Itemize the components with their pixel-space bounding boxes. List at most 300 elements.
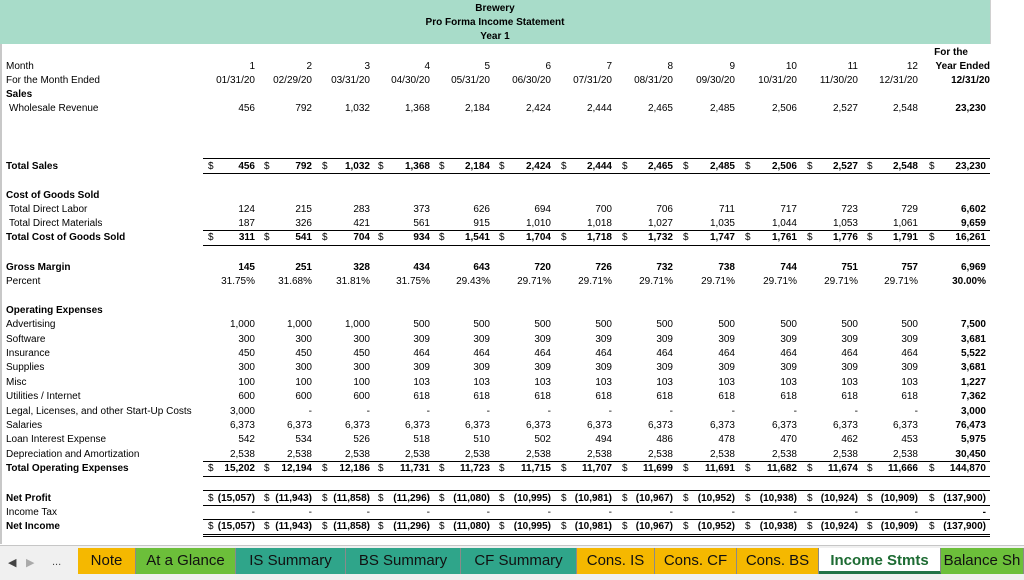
value-cell[interactable]: 2,538 <box>464 449 490 460</box>
value-cell[interactable]: 309 <box>841 334 858 345</box>
value-cell[interactable]: 11,731 <box>399 463 430 474</box>
value-cell[interactable]: 31.68% <box>278 276 312 287</box>
value-cell[interactable]: 215 <box>295 204 312 215</box>
value-cell[interactable]: 29.71% <box>824 276 858 287</box>
value-cell[interactable]: 500 <box>718 319 735 330</box>
value-cell[interactable]: 309 <box>413 362 430 373</box>
value-cell[interactable]: 723 <box>841 204 858 215</box>
value-cell[interactable]: 309 <box>534 362 551 373</box>
value-cell[interactable]: (10,924) <box>820 521 858 532</box>
value-cell[interactable]: - <box>608 507 612 518</box>
sheet-tab[interactable]: Income Stmts <box>819 548 941 574</box>
value-cell[interactable]: 1,761 <box>771 232 797 243</box>
value-cell[interactable]: 1,053 <box>832 218 858 229</box>
value-cell[interactable]: 792 <box>295 161 312 172</box>
value-cell[interactable]: (10,924) <box>820 493 858 504</box>
value-cell[interactable]: 309 <box>473 362 490 373</box>
value-cell[interactable]: 300 <box>238 362 255 373</box>
value-cell[interactable]: 6,373 <box>586 420 612 431</box>
currency-symbol: $ <box>929 161 935 172</box>
value-cell[interactable]: 300 <box>353 334 370 345</box>
value-cell[interactable]: 600 <box>238 391 255 402</box>
value-cell[interactable]: 6,373 <box>344 420 370 431</box>
value-cell[interactable]: (11,943) <box>275 493 312 504</box>
value-cell[interactable]: 6,373 <box>892 420 918 431</box>
value-cell[interactable]: 12,194 <box>281 463 312 474</box>
value-cell[interactable]: 300 <box>353 362 370 373</box>
value-cell[interactable]: 934 <box>413 232 430 243</box>
value-cell[interactable]: (10,981) <box>574 521 612 532</box>
value-cell[interactable]: 915 <box>473 218 490 229</box>
value-cell[interactable]: 2,485 <box>709 161 735 172</box>
value-cell[interactable]: 1,000 <box>286 319 312 330</box>
year-total-cell[interactable]: 6,969 <box>960 262 986 273</box>
value-cell[interactable]: - <box>914 507 918 518</box>
value-cell[interactable]: 2,538 <box>229 449 255 460</box>
value-cell[interactable]: 453 <box>901 434 918 445</box>
value-cell[interactable]: - <box>793 406 797 417</box>
sheet-tab[interactable]: Cons. BS <box>737 548 819 574</box>
value-cell[interactable]: - <box>366 507 370 518</box>
value-cell[interactable]: 618 <box>534 391 551 402</box>
value-cell[interactable]: 103 <box>595 377 612 388</box>
year-total-cell[interactable]: 30,450 <box>955 449 986 460</box>
value-cell[interactable]: 618 <box>841 391 858 402</box>
value-cell[interactable]: 1,032 <box>344 161 370 172</box>
currency-symbol: $ <box>322 232 328 243</box>
value-cell[interactable]: 309 <box>413 334 430 345</box>
year-total-cell[interactable]: 6,602 <box>960 204 986 215</box>
year-total-cell[interactable]: 16,261 <box>955 232 986 243</box>
value-cell[interactable]: 1,018 <box>586 218 612 229</box>
value-cell[interactable]: 6,373 <box>709 420 735 431</box>
row-label: Operating Expenses <box>6 305 103 316</box>
value-cell[interactable]: 464 <box>534 348 551 359</box>
value-cell[interactable]: 100 <box>353 377 370 388</box>
value-cell[interactable]: (10,995) <box>513 521 551 532</box>
year-total-cell[interactable]: 3,681 <box>960 362 986 373</box>
value-cell[interactable]: 1,035 <box>709 218 735 229</box>
year-total-cell[interactable]: 23,230 <box>955 103 986 114</box>
value-cell[interactable]: 124 <box>238 204 255 215</box>
value-cell[interactable]: 434 <box>413 262 430 273</box>
value-cell[interactable]: 792 <box>295 103 312 114</box>
value-cell[interactable]: - <box>426 406 430 417</box>
value-cell[interactable]: 2,506 <box>771 103 797 114</box>
value-cell[interactable]: 643 <box>473 262 490 273</box>
value-cell[interactable]: 1,000 <box>229 319 255 330</box>
value-cell[interactable]: 500 <box>413 319 430 330</box>
value-cell[interactable]: 251 <box>295 262 312 273</box>
value-cell[interactable]: 462 <box>841 434 858 445</box>
year-total-cell[interactable]: 3,681 <box>960 334 986 345</box>
value-cell[interactable]: 6,373 <box>464 420 490 431</box>
value-cell[interactable]: 1,541 <box>464 232 490 243</box>
value-cell[interactable]: 103 <box>534 377 551 388</box>
value-cell[interactable]: 2,485 <box>709 103 735 114</box>
value-cell[interactable]: 534 <box>295 434 312 445</box>
value-cell[interactable]: 726 <box>595 262 612 273</box>
value-cell[interactable]: 103 <box>413 377 430 388</box>
value-cell[interactable]: 706 <box>656 204 673 215</box>
value-cell[interactable]: (10,909) <box>880 521 918 532</box>
value-cell[interactable]: 1,704 <box>525 232 551 243</box>
value-cell[interactable]: 2,184 <box>464 161 490 172</box>
currency-symbol: $ <box>561 161 567 172</box>
value-cell[interactable]: 103 <box>841 377 858 388</box>
value-cell[interactable]: 1,368 <box>404 161 430 172</box>
value-cell[interactable]: 300 <box>238 334 255 345</box>
value-cell[interactable]: 541 <box>295 232 312 243</box>
value-cell[interactable]: 502 <box>534 434 551 445</box>
value-cell[interactable]: 1,032 <box>344 103 370 114</box>
value-cell[interactable]: 600 <box>353 391 370 402</box>
currency-symbol: $ <box>499 232 505 243</box>
value-cell[interactable]: 738 <box>718 262 735 273</box>
value-cell[interactable]: 29.71% <box>884 276 918 287</box>
value-cell[interactable]: 31.75% <box>221 276 255 287</box>
year-total-cell[interactable]: 30.00% <box>952 276 986 287</box>
sheet-tab[interactable]: At a Glance <box>136 548 236 574</box>
value-cell[interactable]: (11,296) <box>393 521 430 532</box>
value-cell[interactable]: (11,943) <box>275 521 312 532</box>
value-cell[interactable]: (10,938) <box>759 493 797 504</box>
value-cell[interactable]: 6,373 <box>832 420 858 431</box>
value-cell[interactable]: 1,718 <box>586 232 612 243</box>
value-cell[interactable]: 3,000 <box>229 406 255 417</box>
value-cell[interactable]: 542 <box>238 434 255 445</box>
value-cell[interactable]: 464 <box>595 348 612 359</box>
value-cell[interactable]: 300 <box>295 334 312 345</box>
value-cell[interactable]: 11,682 <box>766 463 797 474</box>
value-cell[interactable]: 618 <box>413 391 430 402</box>
value-cell[interactable]: 6,373 <box>229 420 255 431</box>
value-cell[interactable]: - <box>608 406 612 417</box>
currency-symbol: $ <box>439 161 445 172</box>
value-cell[interactable]: 300 <box>295 362 312 373</box>
value-cell[interactable]: - <box>547 507 551 518</box>
sheet-tab[interactable]: Balance Sh <box>941 548 1024 574</box>
value-cell[interactable]: 500 <box>595 319 612 330</box>
value-cell[interactable]: - <box>854 406 858 417</box>
sheet-tab[interactable]: BS Summary <box>346 548 461 574</box>
value-cell[interactable]: 1,747 <box>709 232 735 243</box>
value-cell[interactable]: 1,010 <box>525 218 551 229</box>
value-cell[interactable]: 11,674 <box>827 463 858 474</box>
value-cell[interactable]: 2,538 <box>709 449 735 460</box>
sheet-tab[interactable]: Cons. IS <box>577 548 655 574</box>
value-cell[interactable]: (15,057) <box>217 493 255 504</box>
value-cell[interactable]: 500 <box>841 319 858 330</box>
value-cell[interactable]: - <box>914 406 918 417</box>
value-cell[interactable]: (10,967) <box>635 493 673 504</box>
value-cell[interactable]: 2,184 <box>464 103 490 114</box>
value-cell[interactable]: 2,538 <box>525 449 551 460</box>
value-cell[interactable]: 618 <box>718 391 735 402</box>
value-cell[interactable]: 31.75% <box>396 276 430 287</box>
value-cell[interactable]: 11,691 <box>704 463 735 474</box>
currency-symbol: $ <box>622 521 628 532</box>
value-cell[interactable]: 494 <box>595 434 612 445</box>
value-cell[interactable]: 518 <box>413 434 430 445</box>
value-cell[interactable]: 29.71% <box>578 276 612 287</box>
value-cell[interactable]: 456 <box>238 103 255 114</box>
value-cell[interactable]: 464 <box>718 348 735 359</box>
sheet-tab[interactable]: CF Summary <box>461 548 577 574</box>
statement-row <box>0 390 1000 404</box>
value-cell[interactable]: 187 <box>238 218 255 229</box>
value-cell[interactable]: 1,732 <box>647 232 673 243</box>
value-cell[interactable]: - <box>308 507 312 518</box>
more-tabs-ellipsis[interactable]: ... <box>52 556 62 568</box>
year-total-cell[interactable]: 144,870 <box>949 463 986 474</box>
value-cell[interactable]: 309 <box>780 362 797 373</box>
value-cell[interactable]: 2,538 <box>832 449 858 460</box>
value-cell[interactable]: 510 <box>473 434 490 445</box>
value-cell[interactable]: 309 <box>901 362 918 373</box>
value-cell[interactable]: 729 <box>901 204 918 215</box>
value-cell[interactable]: 15,202 <box>224 463 255 474</box>
value-cell[interactable]: 103 <box>473 377 490 388</box>
value-cell[interactable]: 309 <box>656 334 673 345</box>
sheet-tab[interactable]: Cons. CF <box>655 548 737 574</box>
value-cell[interactable]: 526 <box>353 434 370 445</box>
value-cell[interactable]: 2,444 <box>586 103 612 114</box>
year-total-cell[interactable]: (137,900) <box>943 493 986 504</box>
value-cell[interactable]: 2,538 <box>344 449 370 460</box>
value-cell[interactable]: 100 <box>295 377 312 388</box>
value-cell[interactable]: - <box>486 406 490 417</box>
value-cell[interactable]: 283 <box>353 204 370 215</box>
value-cell[interactable]: 309 <box>718 362 735 373</box>
value-cell[interactable]: 2,538 <box>404 449 430 460</box>
value-cell[interactable]: 626 <box>473 204 490 215</box>
sheet-tab[interactable]: Note <box>78 548 136 574</box>
value-cell[interactable]: 11,723 <box>459 463 490 474</box>
value-cell[interactable]: 103 <box>780 377 797 388</box>
currency-symbol: $ <box>867 493 873 504</box>
value-cell[interactable]: - <box>854 507 858 518</box>
value-cell[interactable]: 450 <box>238 348 255 359</box>
value-cell[interactable]: - <box>669 507 673 518</box>
value-cell[interactable]: (10,967) <box>635 521 673 532</box>
report-year: Year 1 <box>480 31 510 42</box>
value-cell[interactable]: 720 <box>534 262 551 273</box>
value-cell[interactable]: 2,538 <box>586 449 612 460</box>
value-cell[interactable]: 500 <box>656 319 673 330</box>
value-cell[interactable]: 2,538 <box>892 449 918 460</box>
value-cell[interactable]: 618 <box>595 391 612 402</box>
value-cell[interactable]: 2,527 <box>832 161 858 172</box>
value-cell[interactable]: 103 <box>901 377 918 388</box>
value-cell[interactable]: 2,506 <box>771 161 797 172</box>
value-cell[interactable]: 464 <box>413 348 430 359</box>
value-cell[interactable]: 309 <box>534 334 551 345</box>
value-cell[interactable]: 470 <box>780 434 797 445</box>
value-cell[interactable]: - <box>731 406 735 417</box>
value-cell[interactable]: - <box>308 406 312 417</box>
value-cell[interactable]: 464 <box>473 348 490 359</box>
value-cell[interactable]: 717 <box>780 204 797 215</box>
value-cell[interactable]: 500 <box>780 319 797 330</box>
value-cell[interactable]: 2,538 <box>647 449 673 460</box>
value-cell[interactable]: 309 <box>473 334 490 345</box>
value-cell[interactable]: (11,080) <box>453 521 490 532</box>
value-cell[interactable]: 694 <box>534 204 551 215</box>
value-cell[interactable]: 1,027 <box>647 218 673 229</box>
value-cell[interactable]: 29.71% <box>701 276 735 287</box>
value-cell[interactable]: 450 <box>295 348 312 359</box>
value-cell[interactable]: 618 <box>656 391 673 402</box>
value-cell[interactable]: 732 <box>656 262 673 273</box>
value-cell[interactable]: 464 <box>901 348 918 359</box>
value-cell[interactable]: 328 <box>353 262 370 273</box>
value-cell[interactable]: (15,057) <box>217 521 255 532</box>
scroll-tabs-right-icon[interactable]: ▶ <box>26 557 35 569</box>
value-cell[interactable]: 6,373 <box>404 420 430 431</box>
value-cell[interactable]: - <box>793 507 797 518</box>
value-cell[interactable]: 145 <box>238 262 255 273</box>
value-cell[interactable]: 11,666 <box>887 463 918 474</box>
value-cell[interactable]: 11,699 <box>642 463 673 474</box>
value-cell[interactable]: 2,548 <box>892 161 918 172</box>
value-cell[interactable]: 561 <box>413 218 430 229</box>
value-cell[interactable]: - <box>731 507 735 518</box>
value-cell[interactable]: 464 <box>656 348 673 359</box>
value-cell[interactable]: 1,368 <box>404 103 430 114</box>
value-cell[interactable]: (10,952) <box>697 493 735 504</box>
value-cell[interactable]: (10,952) <box>697 521 735 532</box>
value-cell[interactable]: 456 <box>238 161 255 172</box>
value-cell[interactable]: 6,373 <box>647 420 673 431</box>
value-cell[interactable]: (11,296) <box>393 493 430 504</box>
value-cell[interactable]: (10,995) <box>513 493 551 504</box>
value-cell[interactable]: 29.71% <box>639 276 673 287</box>
year-total-cell[interactable]: 5,975 <box>960 434 986 445</box>
value-cell[interactable]: 29.43% <box>456 276 490 287</box>
value-cell[interactable]: - <box>251 507 255 518</box>
year-total-cell[interactable]: 7,362 <box>960 391 986 402</box>
value-cell[interactable]: 31.81% <box>336 276 370 287</box>
value-cell[interactable]: 29.71% <box>763 276 797 287</box>
value-cell[interactable]: 618 <box>473 391 490 402</box>
year-total-cell[interactable]: 1,227 <box>960 377 986 388</box>
value-cell[interactable]: 309 <box>718 334 735 345</box>
value-cell[interactable]: 2,538 <box>771 449 797 460</box>
value-cell[interactable]: 2,424 <box>525 103 551 114</box>
value-cell[interactable]: (11,858) <box>333 493 370 504</box>
value-cell[interactable]: 500 <box>473 319 490 330</box>
value-cell[interactable]: 1,776 <box>832 232 858 243</box>
value-cell[interactable]: 2,465 <box>647 161 673 172</box>
value-cell[interactable]: 421 <box>353 218 370 229</box>
sheet-tab[interactable]: IS Summary <box>236 548 346 574</box>
report-title: Pro Forma Income Statement <box>425 17 565 28</box>
value-cell[interactable]: 12,186 <box>339 463 370 474</box>
value-cell[interactable]: 309 <box>595 362 612 373</box>
currency-symbol: $ <box>322 463 328 474</box>
value-cell[interactable]: 2,527 <box>832 103 858 114</box>
value-cell[interactable]: 309 <box>780 334 797 345</box>
value-cell[interactable]: 757 <box>901 262 918 273</box>
value-cell[interactable]: 464 <box>780 348 797 359</box>
value-cell[interactable]: 744 <box>780 262 797 273</box>
value-cell[interactable]: 11,707 <box>581 463 612 474</box>
value-cell[interactable]: 600 <box>295 391 312 402</box>
value-cell[interactable]: 618 <box>780 391 797 402</box>
value-cell[interactable]: 11,715 <box>520 463 551 474</box>
value-cell[interactable]: 100 <box>238 377 255 388</box>
value-cell[interactable]: 103 <box>718 377 735 388</box>
value-cell[interactable]: 500 <box>534 319 551 330</box>
value-cell[interactable]: 704 <box>353 232 370 243</box>
value-cell[interactable]: 373 <box>413 204 430 215</box>
value-cell[interactable]: 2,444 <box>586 161 612 172</box>
value-cell[interactable]: - <box>426 507 430 518</box>
value-cell[interactable]: 486 <box>656 434 673 445</box>
value-cell[interactable]: 309 <box>656 362 673 373</box>
scroll-tabs-left-icon[interactable]: ◀ <box>8 557 17 569</box>
value-cell[interactable]: (10,938) <box>759 521 797 532</box>
value-cell[interactable]: 1,000 <box>344 319 370 330</box>
year-total-cell[interactable]: 7,500 <box>960 319 986 330</box>
value-cell[interactable]: 2,538 <box>286 449 312 460</box>
year-total-cell[interactable]: 5,522 <box>960 348 986 359</box>
value-cell[interactable]: - <box>547 406 551 417</box>
value-cell[interactable]: (11,858) <box>333 521 370 532</box>
value-cell[interactable]: 2,424 <box>525 161 551 172</box>
value-cell[interactable]: 1,044 <box>771 218 797 229</box>
year-total-cell[interactable]: - <box>982 507 986 518</box>
value-cell[interactable]: - <box>486 507 490 518</box>
value-cell[interactable]: 311 <box>238 232 255 243</box>
value-cell[interactable]: 2,548 <box>892 103 918 114</box>
value-cell[interactable]: (11,080) <box>453 493 490 504</box>
value-cell[interactable]: 700 <box>595 204 612 215</box>
value-cell[interactable]: 309 <box>595 334 612 345</box>
year-total-cell[interactable]: 9,659 <box>960 218 986 229</box>
value-cell[interactable]: 450 <box>353 348 370 359</box>
value-cell[interactable]: 618 <box>901 391 918 402</box>
month-date: 11/30/20 <box>819 75 858 86</box>
value-cell[interactable]: - <box>669 406 673 417</box>
cell-border <box>203 505 990 506</box>
year-total-cell[interactable]: (137,900) <box>943 521 986 532</box>
year-total-cell[interactable]: 3,000 <box>960 406 986 417</box>
value-cell[interactable]: 6,373 <box>771 420 797 431</box>
value-cell[interactable]: (10,981) <box>574 493 612 504</box>
value-cell[interactable]: 103 <box>656 377 673 388</box>
value-cell[interactable]: 6,373 <box>525 420 551 431</box>
value-cell[interactable]: 2,465 <box>647 103 673 114</box>
value-cell[interactable]: 29.71% <box>517 276 551 287</box>
value-cell[interactable]: 1,061 <box>892 218 918 229</box>
value-cell[interactable]: 751 <box>841 262 858 273</box>
year-total-cell[interactable]: 23,230 <box>955 161 986 172</box>
year-total-cell[interactable]: 76,473 <box>955 420 986 431</box>
value-cell[interactable]: 1,791 <box>892 232 918 243</box>
value-cell[interactable]: 309 <box>901 334 918 345</box>
value-cell[interactable]: 326 <box>295 218 312 229</box>
value-cell[interactable]: 6,373 <box>286 420 312 431</box>
value-cell[interactable]: 500 <box>901 319 918 330</box>
value-cell[interactable]: 464 <box>841 348 858 359</box>
value-cell[interactable]: (10,909) <box>880 493 918 504</box>
value-cell[interactable]: - <box>366 406 370 417</box>
value-cell[interactable]: 478 <box>718 434 735 445</box>
value-cell[interactable]: 309 <box>841 362 858 373</box>
value-cell[interactable]: 711 <box>719 204 735 215</box>
